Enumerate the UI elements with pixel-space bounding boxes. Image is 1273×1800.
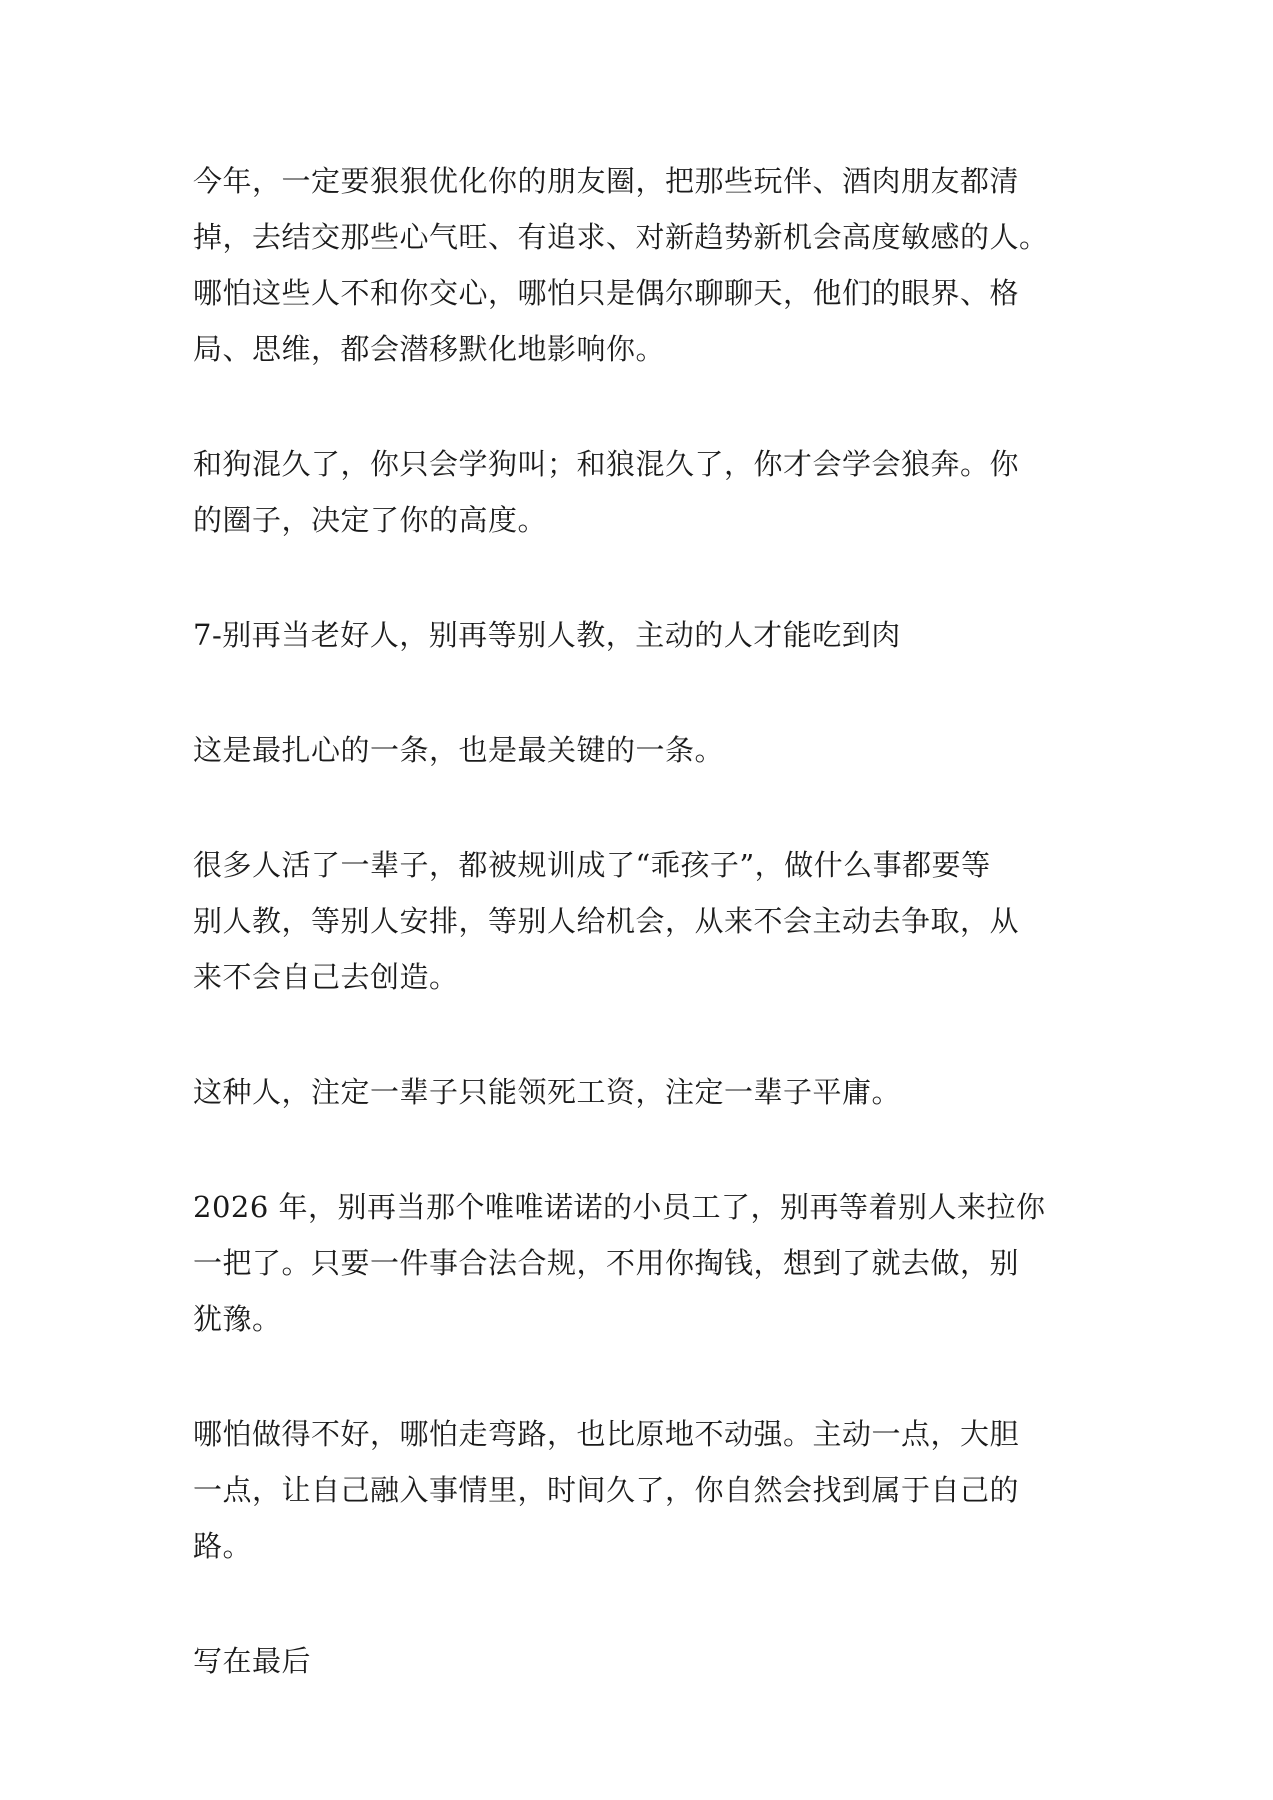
text-line: 路。 [193, 1529, 253, 1563]
text-line: 今年，一定要狠狠优化你的朋友圈，把那些玩伴、酒肉朋友都清 [193, 164, 1020, 198]
text-line: 这是最扎心的一条，也是最关键的一条。 [193, 733, 725, 767]
text-line: 哪怕这些人不和你交心，哪怕只是偶尔聊聊天，他们的眼界、格 [193, 276, 1020, 310]
text-line: 别人教，等别人安排，等别人给机会，从来不会主动去争取，从 [193, 904, 1020, 938]
text-line: 写在最后 [193, 1644, 312, 1678]
text-line: 犹豫。 [193, 1302, 282, 1336]
closing-heading [193, 1633, 1093, 1689]
text-line: 和狗混久了，你只会学狗叫；和狼混久了，你才会学会狼奔。你 [193, 447, 1020, 481]
text-line: 哪怕做得不好，哪怕走弯路，也比原地不动强。主动一点，大胆 [193, 1417, 1020, 1451]
text-line: 一把了。只要一件事合法合规，不用你掏钱，想到了就去做，别 [193, 1246, 1020, 1280]
document-body [193, 153, 1093, 1748]
text-line: 2026 年，别再当那个唯唯诺诺的小员工了，别再等着别人来拉你 [193, 1190, 1046, 1224]
text-line: 这种人，注定一辈子只能领死工资，注定一辈子平庸。 [193, 1075, 902, 1109]
section-heading-7 [193, 607, 1093, 663]
paragraph-4 [193, 722, 1093, 778]
paragraph-2 [193, 436, 1093, 548]
paragraph-8 [193, 1406, 1093, 1574]
paragraph-7 [193, 1179, 1093, 1347]
text-line: 掉，去结交那些心气旺、有追求、对新趋势新机会高度敏感的人。 [193, 220, 1049, 254]
paragraph-6 [193, 1064, 1093, 1120]
text-line: 7-别再当老好人，别再等别人教，主动的人才能吃到肉 [193, 618, 901, 652]
paragraph-1 [193, 153, 1093, 377]
text-line: 来不会自己去创造。 [193, 960, 459, 994]
text-line: 很多人活了一辈子，都被规训成了“乖孩子”，做什么事都要等 [193, 848, 991, 882]
text-line: 的圈子，决定了你的高度。 [193, 503, 548, 537]
text-line: 局、思维，都会潜移默化地影响你。 [193, 332, 666, 366]
text-line: 一点，让自己融入事情里，时间久了，你自然会找到属于自己的 [193, 1473, 1020, 1507]
paragraph-5 [193, 837, 1093, 1005]
